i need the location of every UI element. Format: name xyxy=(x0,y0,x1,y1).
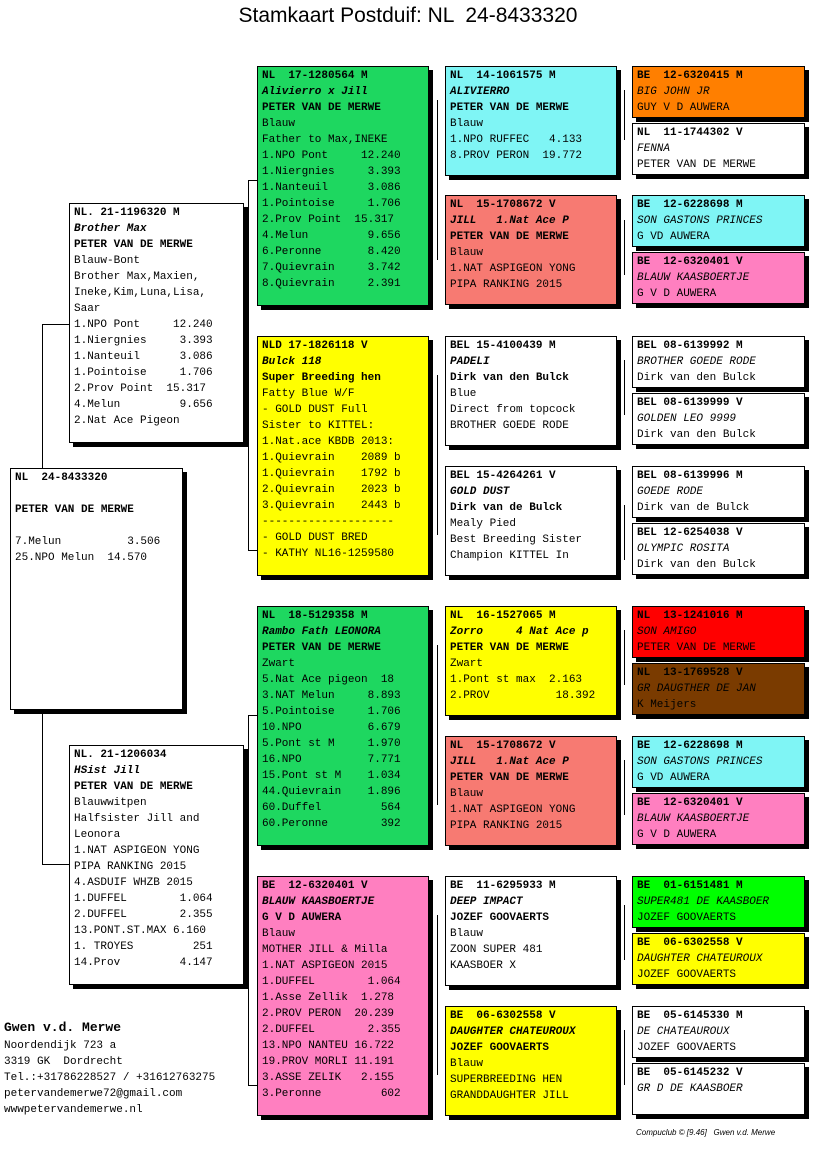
ring-number: BEL 08-6139996 M xyxy=(637,470,743,482)
connector-line xyxy=(437,100,438,260)
connector-line xyxy=(248,180,249,550)
ring-number: NL 15-1708672 V xyxy=(450,740,556,752)
ring-number: BE 12-6320401 V xyxy=(262,880,368,892)
pigeon-name: BIG JOHN JR xyxy=(637,86,710,98)
pigeon-info-line: Blue xyxy=(450,388,477,400)
pigeon-info-line: 1.Quievrain 2089 b xyxy=(262,452,401,464)
pigeon-card-mother[interactable] xyxy=(69,745,244,985)
connector-line xyxy=(42,324,43,468)
connector-line xyxy=(624,905,625,960)
pigeon-card-mother-mother[interactable] xyxy=(257,876,429,1116)
ring-number: BEL 12-6254038 V xyxy=(637,527,743,539)
ring-number: BEL 08-6139999 V xyxy=(637,397,743,409)
pigeon-info-line: JOZEF GOOVAERTS xyxy=(450,912,550,924)
ring-number: NL 13-1769528 V xyxy=(637,667,743,679)
pigeon-name: BLAUW KAASBOERTJE xyxy=(637,272,750,284)
pigeon-card-g3[interactable] xyxy=(632,195,805,247)
pigeon-name: GOLD DUST xyxy=(450,486,510,498)
pigeon-info-line: Dirk van de Bulck xyxy=(450,502,563,514)
pigeon-info-line: 60.Duffel 564 xyxy=(262,802,401,814)
pigeon-card-g10[interactable] xyxy=(632,663,805,715)
breeder-contact xyxy=(4,1018,215,1118)
pigeon-info-line: 3.NAT Melun 8.893 xyxy=(262,690,401,702)
pigeon-info-line: 25.NPO Melun 14.570 xyxy=(15,552,148,564)
pigeon-info-line: 1.Pointoise 1.706 xyxy=(262,198,401,210)
pigeon-card-g11[interactable] xyxy=(632,736,805,788)
pigeon-info-line: Blauw xyxy=(262,928,296,940)
pigeon-info-line: Dirk van den Bulck xyxy=(450,372,569,384)
pigeon-card-g7[interactable] xyxy=(632,466,805,518)
pigeon-name: BROTHER GOEDE RODE xyxy=(637,356,756,368)
pigeon-info-line: PETER VAN DE MERWE xyxy=(74,781,193,793)
pigeon-name: Rambo Fath LEONORA xyxy=(262,626,381,638)
pigeon-name: SON GASTONS PRINCES xyxy=(637,215,763,227)
pigeon-info-line: 1.Niergnies 3.393 xyxy=(74,335,213,347)
pigeon-info-line: 1.NAT ASPIGEON YONG xyxy=(450,804,576,816)
ring-number: BE 06-6302558 V xyxy=(637,937,743,949)
connector-line xyxy=(624,90,625,140)
pigeon-card-fff[interactable] xyxy=(445,66,617,176)
ring-number: BE 12-6320415 M xyxy=(637,70,743,82)
connector-line xyxy=(624,760,625,815)
pigeon-name: FENNA xyxy=(637,143,671,155)
connector-line xyxy=(624,220,625,275)
pigeon-info-line: 7.Quievrain 3.742 xyxy=(262,262,401,274)
pigeon-info-line: 1.NAT ASPIGEON YONG xyxy=(74,845,200,857)
connector-line xyxy=(437,375,438,535)
pigeon-info-line: Halfsister Jill and xyxy=(74,813,200,825)
pigeon-info-line: PIPA RANKING 2015 xyxy=(450,279,563,291)
connector-line xyxy=(437,915,438,1075)
pigeon-info-line: K Meijers xyxy=(637,699,697,711)
ring-number: BE 12-6228698 M xyxy=(637,199,743,211)
pigeon-info-line: 4.ASDUIF WHZB 2015 xyxy=(74,877,193,889)
pigeon-info-line: PETER VAN DE MERWE xyxy=(450,642,569,654)
pigeon-card-father[interactable] xyxy=(69,203,244,443)
pigeon-info-line: KAASBOER X xyxy=(450,960,517,972)
pigeon-info-line: PETER VAN DE MERWE xyxy=(262,102,381,114)
pigeon-info-line: 1.Asse Zellik 1.278 xyxy=(262,992,395,1004)
pigeon-info-line: Super Breeding hen xyxy=(262,372,381,384)
pigeon-info-line: 13.PONT.ST.MAX 6.160 xyxy=(74,925,207,937)
pigeon-name: GR DAUGTHER DE JAN xyxy=(637,683,756,695)
pigeon-name: HSist Jill xyxy=(74,765,141,777)
pigeon-info-line: 13.NPO NANTEU 16.722 xyxy=(262,1040,395,1052)
pigeon-info-line: Dirk van den Bulck xyxy=(637,559,756,571)
pigeon-info-line: -------------------- xyxy=(262,516,395,528)
ring-number: NL. 21-1196320 M xyxy=(74,207,180,219)
pigeon-info-line: Dirk van den Bulck xyxy=(637,372,756,384)
pigeon-info-line: PIPA RANKING 2015 xyxy=(74,861,187,873)
pigeon-info-line xyxy=(637,1097,800,1113)
pigeon-info-line: G V D AUWERA xyxy=(637,829,717,841)
pigeon-card-g12[interactable] xyxy=(632,793,805,845)
ring-number: BE 12-6320401 V xyxy=(637,256,743,268)
pigeon-info-line: PETER VAN DE MERWE xyxy=(450,102,569,114)
pigeon-info-line: 2.Prov Point 15.317 xyxy=(74,383,207,395)
pigeon-info-line: 4.Melun 9.656 xyxy=(262,230,401,242)
pigeon-info-line: Ineke,Kim,Luna,Lisa, xyxy=(74,287,207,299)
pigeon-info-line: PETER VAN DE MERWE xyxy=(637,642,756,654)
pigeon-card-mfm[interactable] xyxy=(445,736,617,846)
pigeon-info-line: Zwart xyxy=(450,658,484,670)
pigeon-info-line: JOZEF GOOVAERTS xyxy=(637,1042,737,1054)
pigeon-card-g6[interactable] xyxy=(632,393,805,445)
ring-number: BE 12-6320401 V xyxy=(637,797,743,809)
pigeon-info-line: Dirk van den Bulck xyxy=(637,429,756,441)
pigeon-info-line: 2.Quievrain 2023 b xyxy=(262,484,401,496)
pigeon-info-line: PETER VAN DE MERWE xyxy=(450,231,569,243)
connector-line xyxy=(437,645,438,805)
pigeon-info-line: JOZEF GOOVAERTS xyxy=(450,1042,550,1054)
pigeon-info-line: 6.Peronne 8.420 xyxy=(262,246,401,258)
pigeon-info-line: 1.NPO Pont 12.240 xyxy=(262,150,401,162)
pigeon-info-line: 5.Nat Ace pigeon 18 xyxy=(262,674,395,686)
pigeon-info-line: 1.DUFFEL 1.064 xyxy=(74,893,213,905)
pigeon-info-line: JOZEF GOOVAERTS xyxy=(637,912,737,924)
connector-line xyxy=(42,864,72,865)
pigeon-info-line: 1.Nat.ace KBDB 2013: xyxy=(262,436,395,448)
pigeon-info-line: JOZEF GOOVAERTS xyxy=(637,969,737,981)
pigeon-name: PADELI xyxy=(450,356,490,368)
pigeon-info-line: 16.NPO 7.771 xyxy=(262,754,401,766)
pigeon-info-line: ZOON SUPER 481 xyxy=(450,944,543,956)
pigeon-info-line: Fatty Blue W/F xyxy=(262,388,355,400)
pigeon-name: BLAUW KAASBOERTJE xyxy=(262,896,375,908)
pigeon-info-line: Mealy Pied xyxy=(450,518,517,530)
pigeon-name: JILL 1.Nat Ace P xyxy=(450,756,569,768)
footer-credit: Compuclub © [9.46] Gwen v.d. Merwe xyxy=(636,1128,776,1137)
ring-number: BE 05-6145330 M xyxy=(637,1010,743,1022)
pigeon-info-line: 8.Quievrain 2.391 xyxy=(262,278,401,290)
pigeon-name: DAUGHTER CHATEUROUX xyxy=(637,953,763,965)
pigeon-info-line: PETER VAN DE MERWE xyxy=(637,159,756,171)
pigeon-info-line: 2.DUFFEL 2.355 xyxy=(74,909,213,921)
ring-number: NL 13-1241016 M xyxy=(637,610,743,622)
pigeon-name: Alivierro x Jill xyxy=(262,86,368,98)
breeder-name: Gwen v.d. Merwe xyxy=(4,1020,122,1035)
ring-number: NLD 17-1826118 V xyxy=(262,340,368,352)
pigeon-card-g14[interactable] xyxy=(632,933,805,985)
pigeon-card-ffm[interactable] xyxy=(445,195,617,305)
pigeon-name: Zorro 4 Nat Ace p xyxy=(450,626,589,638)
pigeon-info-line: Saar xyxy=(74,303,101,315)
pigeon-card-mff[interactable] xyxy=(445,606,617,716)
pigeon-info-line: PETER VAN DE MERWE xyxy=(74,239,193,251)
pigeon-name: ALIVIERRO xyxy=(450,86,510,98)
pigeon-info-line: - GOLD DUST Full xyxy=(262,404,368,416)
pigeon-info-line: 2.Nat Ace Pigeon xyxy=(74,415,180,427)
ring-number: BE 01-6151481 M xyxy=(637,880,743,892)
pigeon-info-line: 14.Prov 4.147 xyxy=(74,957,213,969)
pigeon-name: Brother Max xyxy=(74,223,147,235)
pigeon-info-line: 1.Pointoise 1.706 xyxy=(74,367,213,379)
ring-number: NL 16-1527065 M xyxy=(450,610,556,622)
pigeon-info-line: Blauw xyxy=(450,928,484,940)
pigeon-info-line: 1.Quievrain 1792 b xyxy=(262,468,401,480)
pigeon-card-g13[interactable] xyxy=(632,876,805,928)
ring-number: BEL 15-4100439 M xyxy=(450,340,556,352)
pigeon-info-line: Blauw xyxy=(450,247,484,259)
ring-number: NL. 21-1206034 xyxy=(74,749,167,761)
pigeon-info-line: 1.NAT ASPIGEON 2015 xyxy=(262,960,388,972)
connector-line xyxy=(248,715,249,1085)
pigeon-info-line: GRANDDAUGHTER JILL xyxy=(450,1090,569,1102)
pigeon-card-mmm[interactable] xyxy=(445,1006,617,1116)
pigeon-card-g2[interactable] xyxy=(632,123,805,175)
pigeon-info-line: 5.Pont st M 1.970 xyxy=(262,738,401,750)
pigeon-info-line: Brother Max,Maxien, xyxy=(74,271,200,283)
pigeon-name: GOEDE RODE xyxy=(637,486,704,498)
pigeon-card-mother-father[interactable] xyxy=(257,606,429,846)
pigeon-info-line: 1.NAT ASPIGEON YONG xyxy=(450,263,576,275)
pigeon-info-line: 2.PROV PERON 20.239 xyxy=(262,1008,395,1020)
pigeon-info-line: Blauwwitpen xyxy=(74,797,147,809)
pigeon-info-line: Blauw xyxy=(450,1058,484,1070)
pigeon-info-line: Sister to KITTEL: xyxy=(262,420,375,432)
pigeon-name: DE CHATEAUROUX xyxy=(637,1026,730,1038)
pigeon-info-line: G VD AUWERA xyxy=(637,772,710,784)
pigeon-info-line: MOTHER JILL & Milla xyxy=(262,944,388,956)
ring-number: NL 14-1061575 M xyxy=(450,70,556,82)
pigeon-name: SON AMIGO xyxy=(637,626,697,638)
pigeon-name: BLAUW KAASBOERTJE xyxy=(637,813,750,825)
pigeon-name: JILL 1.Nat Ace P xyxy=(450,215,569,227)
pigeon-info-line: Direct from topcock xyxy=(450,404,576,416)
pigeon-info-line: 1.Niergnies 3.393 xyxy=(262,166,401,178)
pigeon-info-line: Best Breeding Sister xyxy=(450,534,583,546)
connector-line xyxy=(624,630,625,685)
contact-website[interactable]: wwwpetervandemerwe.nl xyxy=(4,1104,143,1116)
pigeon-info-line: - KATHY NL16-1259580 xyxy=(262,548,395,560)
pigeon-info-line: Champion KITTEL In xyxy=(450,550,569,562)
ring-number: BEL 08-6139992 M xyxy=(637,340,743,352)
pigeon-info-line: Zwart xyxy=(262,658,296,670)
pigeon-name xyxy=(15,486,178,502)
pigeon-info-line: G V D AUWERA xyxy=(262,912,342,924)
pigeon-card-g16[interactable] xyxy=(632,1063,805,1115)
pigeon-card-main[interactable] xyxy=(10,468,183,710)
pigeon-card-fmm[interactable] xyxy=(445,466,617,576)
pigeon-card-father-mother[interactable] xyxy=(257,336,429,576)
pigeon-card-g9[interactable] xyxy=(632,606,805,658)
pigeon-info-line: Blauw-Bont xyxy=(74,255,141,267)
ring-number: BE 05-6145232 V xyxy=(637,1067,743,1079)
connector-line xyxy=(624,1030,625,1085)
pigeon-info-line: 60.Peronne 392 xyxy=(262,818,401,830)
pigeon-info-line: G V D AUWERA xyxy=(637,288,717,300)
connector-line xyxy=(42,710,43,864)
pigeon-card-g1[interactable] xyxy=(632,66,805,118)
ring-number: BEL 15-4264261 V xyxy=(450,470,556,482)
pigeon-info-line: 15.Pont st M 1.034 xyxy=(262,770,401,782)
contact-line: Noordendijk 723 a xyxy=(4,1040,117,1052)
pigeon-info-line: - GOLD DUST BRED xyxy=(262,532,368,544)
pigeon-info-line: 2.PROV 18.392 xyxy=(450,690,596,702)
pigeon-card-father-father[interactable] xyxy=(257,66,429,306)
pigeon-info-line: G VD AUWERA xyxy=(637,231,710,243)
pigeon-info-line: Blauw xyxy=(450,788,484,800)
ring-number: NL 18-5129358 M xyxy=(262,610,368,622)
pigeon-name: SUPER481 DE KAASBOER xyxy=(637,896,770,908)
pigeon-info-line: 3.ASSE ZELIK 2.155 xyxy=(262,1072,395,1084)
ring-number: BE 06-6302558 V xyxy=(450,1010,556,1022)
contact-email[interactable]: petervandemerwe72@gmail.com xyxy=(4,1088,183,1100)
pigeon-name: GOLDEN LEO 9999 xyxy=(637,413,737,425)
pigeon-card-fmf[interactable] xyxy=(445,336,617,446)
pigeon-info-line: 3.Quievrain 2443 b xyxy=(262,500,401,512)
pigeon-info-line: Leonora xyxy=(74,829,121,841)
pigeon-info-line: 1.DUFFEL 1.064 xyxy=(262,976,401,988)
pigeon-info-line: 19.PROV MORLI 11.191 xyxy=(262,1056,395,1068)
pigeon-info-line: PETER VAN DE MERWE xyxy=(450,772,569,784)
pigeon-card-g15[interactable] xyxy=(632,1006,805,1058)
connector-line xyxy=(624,360,625,415)
pigeon-info-line xyxy=(15,518,178,534)
pigeon-info-line: 3.Peronne 602 xyxy=(262,1088,401,1100)
pigeon-info-line: PETER VAN DE MERWE xyxy=(15,504,134,516)
pigeon-card-g5[interactable] xyxy=(632,336,805,388)
contact-line: 3319 GK Dordrecht xyxy=(4,1056,123,1068)
pigeon-info-line: 1.Pont st max 2.163 xyxy=(450,674,583,686)
pigeon-info-line: Blauw xyxy=(450,118,484,130)
pigeon-card-mmf[interactable] xyxy=(445,876,617,986)
connector-line xyxy=(42,324,72,325)
pigeon-info-line: 1.Nanteuil 3.086 xyxy=(262,182,401,194)
pigeon-info-line: 4.Melun 9.656 xyxy=(74,399,213,411)
pigeon-info-line: PIPA RANKING 2015 xyxy=(450,820,563,832)
pigeon-info-line: Blauw xyxy=(262,118,296,130)
pigeon-info-line: 44.Quievrain 1.896 xyxy=(262,786,401,798)
pigeon-info-line: 1.NPO RUFFEC 4.133 xyxy=(450,134,583,146)
pigeon-info-line: BROTHER GOEDE RODE xyxy=(450,420,569,432)
pigeon-info-line: 5.Pointoise 1.706 xyxy=(262,706,401,718)
contact-line: Tel.:+31786228527 / +31612763275 xyxy=(4,1072,216,1084)
pigeon-info-line: 2.DUFFEL 2.355 xyxy=(262,1024,401,1036)
pigeon-card-g4[interactable] xyxy=(632,252,805,304)
page-title: Stamkaart Postduif: NL 24-8433320 xyxy=(238,4,578,27)
pigeon-info-line: 1.Nanteuil 3.086 xyxy=(74,351,213,363)
pigeon-info-line: 1.NPO Pont 12.240 xyxy=(74,319,213,331)
ring-number: NL 17-1280564 M xyxy=(262,70,368,82)
pigeon-info-line: PETER VAN DE MERWE xyxy=(262,642,381,654)
pigeon-name: GR D DE KAASBOER xyxy=(637,1083,743,1095)
pigeon-info-line: 2.Prov Point 15.317 xyxy=(262,214,395,226)
ring-number: BE 11-6295933 M xyxy=(450,880,556,892)
pigeon-info-line: Dirk van de Bulck xyxy=(637,502,750,514)
pigeon-info-line: GUY V D AUWERA xyxy=(637,102,730,114)
pigeon-info-line: Father to Max,INEKE xyxy=(262,134,388,146)
pigeon-name: DEEP IMPACT xyxy=(450,896,523,908)
pigeon-name: SON GASTONS PRINCES xyxy=(637,756,763,768)
pigeon-name: OLYMPIC ROSITA xyxy=(637,543,730,555)
pigeon-info-line: 7.Melun 3.506 xyxy=(15,536,161,548)
pigeon-name: DAUGHTER CHATEUROUX xyxy=(450,1026,576,1038)
ring-number: NL 15-1708672 V xyxy=(450,199,556,211)
ring-number: BE 12-6228698 M xyxy=(637,740,743,752)
pigeon-name: Bulck 118 xyxy=(262,356,322,368)
pigeon-card-g8[interactable] xyxy=(632,523,805,575)
pigeon-info-line: SUPERBREEDING HEN xyxy=(450,1074,563,1086)
pigeon-info-line: 8.PROV PERON 19.772 xyxy=(450,150,583,162)
ring-number: NL 24-8433320 xyxy=(15,472,108,484)
connector-line xyxy=(624,505,625,560)
ring-number: NL 11-1744302 V xyxy=(637,127,743,139)
pigeon-info-line: 10.NPO 6.679 xyxy=(262,722,401,734)
pigeon-info-line: 1. TROYES 251 xyxy=(74,941,213,953)
